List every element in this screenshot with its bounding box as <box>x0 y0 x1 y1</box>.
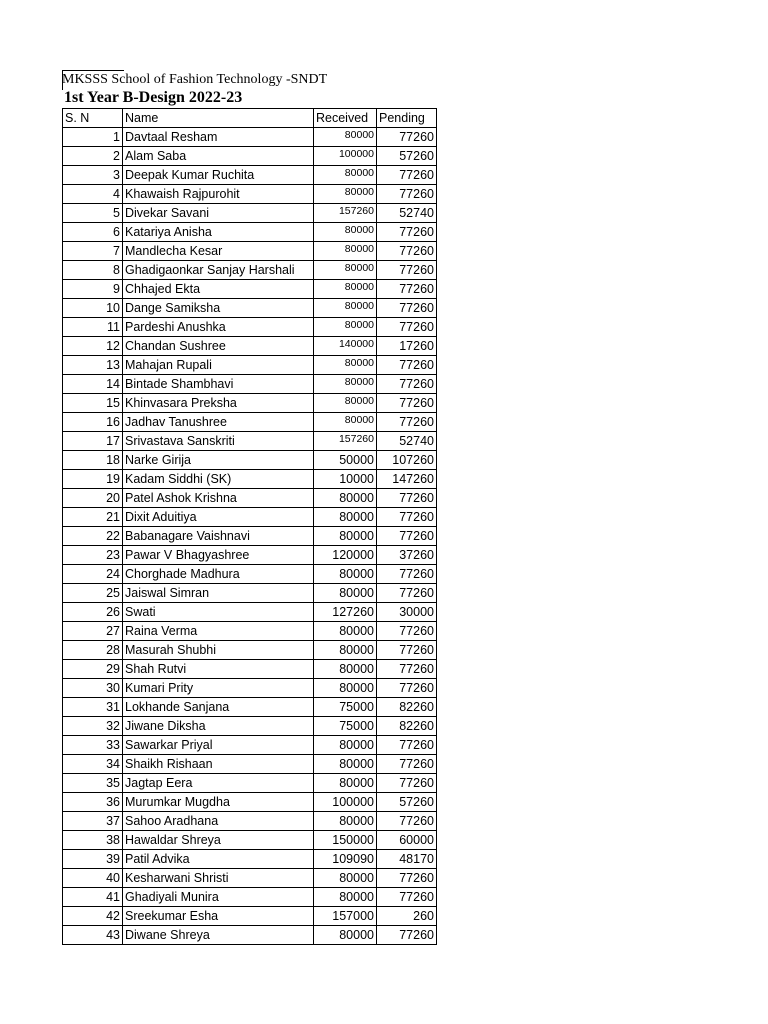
row-sn-cell: 18 <box>63 451 123 470</box>
row-received-cell: 80000 <box>314 641 377 660</box>
row-name-cell: Masurah Shubhi <box>123 641 314 660</box>
column-header-pending: Pending <box>377 109 437 128</box>
table-row <box>63 736 437 755</box>
table-row <box>63 508 437 527</box>
table-row <box>63 603 437 622</box>
row-pending-cell: 260 <box>377 907 437 926</box>
table-row <box>63 470 437 489</box>
row-sn-cell: 30 <box>63 679 123 698</box>
table-row <box>63 185 437 204</box>
row-sn-cell: 7 <box>63 242 123 261</box>
row-pending-cell: 77260 <box>377 223 437 242</box>
row-sn-cell: 40 <box>63 869 123 888</box>
row-pending-cell: 77260 <box>377 527 437 546</box>
row-name-cell: Chhajed Ekta <box>123 280 314 299</box>
table-row <box>63 717 437 736</box>
row-received-cell: 80000 <box>314 356 377 375</box>
row-name-cell: Raina Verma <box>123 622 314 641</box>
row-sn-cell: 15 <box>63 394 123 413</box>
row-name-cell: Patel Ashok Krishna <box>123 489 314 508</box>
table-row <box>63 755 437 774</box>
row-name-cell: Sawarkar Priyal <box>123 736 314 755</box>
row-name-cell: Jadhav Tanushree <box>123 413 314 432</box>
row-received-cell: 80000 <box>314 375 377 394</box>
row-received-cell: 80000 <box>314 527 377 546</box>
table-row <box>63 850 437 869</box>
table-row <box>63 337 437 356</box>
row-sn-cell: 26 <box>63 603 123 622</box>
table-row <box>63 869 437 888</box>
row-name-cell: Kesharwani Shristi <box>123 869 314 888</box>
row-name-cell: Divekar Savani <box>123 204 314 223</box>
row-sn-cell: 9 <box>63 280 123 299</box>
row-name-cell: Kumari Prity <box>123 679 314 698</box>
row-pending-cell: 147260 <box>377 470 437 489</box>
row-pending-cell: 82260 <box>377 698 437 717</box>
row-pending-cell: 17260 <box>377 337 437 356</box>
row-received-cell: 10000 <box>314 470 377 489</box>
row-pending-cell: 77260 <box>377 318 437 337</box>
table-row <box>63 223 437 242</box>
row-pending-cell: 37260 <box>377 546 437 565</box>
row-sn-cell: 8 <box>63 261 123 280</box>
row-pending-cell: 77260 <box>377 185 437 204</box>
row-name-cell: Pardeshi Anushka <box>123 318 314 337</box>
row-name-cell: Bintade Shambhavi <box>123 375 314 394</box>
row-sn-cell: 43 <box>63 926 123 945</box>
table-row <box>63 812 437 831</box>
row-sn-cell: 22 <box>63 527 123 546</box>
row-received-cell: 109090 <box>314 850 377 869</box>
row-pending-cell: 77260 <box>377 565 437 584</box>
row-pending-cell: 77260 <box>377 375 437 394</box>
table-row <box>63 413 437 432</box>
row-sn-cell: 38 <box>63 831 123 850</box>
row-sn-cell: 35 <box>63 774 123 793</box>
row-name-cell: Deepak Kumar Ruchita <box>123 166 314 185</box>
row-received-cell: 157260 <box>314 432 377 451</box>
row-sn-cell: 11 <box>63 318 123 337</box>
row-name-cell: Ghadigaonkar Sanjay Harshali <box>123 261 314 280</box>
table-header-row <box>63 109 437 128</box>
school-title: MKSSS School of Fashion Technology -SNDT <box>62 72 328 87</box>
row-pending-cell: 77260 <box>377 869 437 888</box>
row-pending-cell: 77260 <box>377 356 437 375</box>
table-row <box>63 394 437 413</box>
table-row <box>63 261 437 280</box>
row-sn-cell: 23 <box>63 546 123 565</box>
row-pending-cell: 77260 <box>377 299 437 318</box>
row-pending-cell: 77260 <box>377 755 437 774</box>
row-pending-cell: 77260 <box>377 660 437 679</box>
row-pending-cell: 77260 <box>377 926 437 945</box>
row-name-cell: Dixit Aduitiya <box>123 508 314 527</box>
row-name-cell: Srivastava Sanskriti <box>123 432 314 451</box>
table-row <box>63 622 437 641</box>
row-pending-cell: 77260 <box>377 413 437 432</box>
row-pending-cell: 48170 <box>377 850 437 869</box>
row-received-cell: 80000 <box>314 888 377 907</box>
row-name-cell: Dange Samiksha <box>123 299 314 318</box>
row-received-cell: 120000 <box>314 546 377 565</box>
row-pending-cell: 77260 <box>377 888 437 907</box>
table-row <box>63 831 437 850</box>
row-received-cell: 80000 <box>314 755 377 774</box>
row-name-cell: Diwane Shreya <box>123 926 314 945</box>
row-received-cell: 80000 <box>314 413 377 432</box>
row-received-cell: 50000 <box>314 451 377 470</box>
row-pending-cell: 77260 <box>377 679 437 698</box>
fee-table <box>62 108 437 945</box>
row-received-cell: 150000 <box>314 831 377 850</box>
row-received-cell: 80000 <box>314 489 377 508</box>
row-pending-cell: 77260 <box>377 508 437 527</box>
row-name-cell: Shah Rutvi <box>123 660 314 679</box>
course-title: 1st Year B-Design 2022-23 <box>64 89 243 106</box>
row-name-cell: Jiwane Diksha <box>123 717 314 736</box>
row-pending-cell: 77260 <box>377 584 437 603</box>
row-received-cell: 80000 <box>314 660 377 679</box>
row-received-cell: 80000 <box>314 166 377 185</box>
table-row <box>63 318 437 337</box>
row-received-cell: 80000 <box>314 280 377 299</box>
table-row <box>63 907 437 926</box>
row-pending-cell: 82260 <box>377 717 437 736</box>
row-received-cell: 75000 <box>314 717 377 736</box>
table-row <box>63 299 437 318</box>
row-sn-cell: 36 <box>63 793 123 812</box>
row-pending-cell: 77260 <box>377 641 437 660</box>
row-pending-cell: 107260 <box>377 451 437 470</box>
table-row <box>63 641 437 660</box>
row-pending-cell: 57260 <box>377 147 437 166</box>
row-received-cell: 80000 <box>314 128 377 147</box>
row-sn-cell: 1 <box>63 128 123 147</box>
row-received-cell: 100000 <box>314 147 377 166</box>
row-pending-cell: 60000 <box>377 831 437 850</box>
row-name-cell: Khinvasara Preksha <box>123 394 314 413</box>
row-sn-cell: 31 <box>63 698 123 717</box>
row-sn-cell: 21 <box>63 508 123 527</box>
column-header-received: Received <box>314 109 377 128</box>
row-received-cell: 80000 <box>314 584 377 603</box>
row-pending-cell: 77260 <box>377 622 437 641</box>
row-sn-cell: 24 <box>63 565 123 584</box>
row-sn-cell: 13 <box>63 356 123 375</box>
row-received-cell: 80000 <box>314 622 377 641</box>
row-name-cell: Chorghade Madhura <box>123 565 314 584</box>
row-sn-cell: 2 <box>63 147 123 166</box>
row-sn-cell: 29 <box>63 660 123 679</box>
row-name-cell: Alam Saba <box>123 147 314 166</box>
table-row <box>63 280 437 299</box>
row-sn-cell: 5 <box>63 204 123 223</box>
row-sn-cell: 17 <box>63 432 123 451</box>
table-row <box>63 926 437 945</box>
row-sn-cell: 27 <box>63 622 123 641</box>
table-row <box>63 546 437 565</box>
row-pending-cell: 77260 <box>377 128 437 147</box>
row-received-cell: 80000 <box>314 299 377 318</box>
row-name-cell: Swati <box>123 603 314 622</box>
table-row <box>63 356 437 375</box>
table-row <box>63 451 437 470</box>
row-sn-cell: 12 <box>63 337 123 356</box>
row-received-cell: 80000 <box>314 242 377 261</box>
row-received-cell: 75000 <box>314 698 377 717</box>
row-received-cell: 80000 <box>314 869 377 888</box>
row-received-cell: 80000 <box>314 926 377 945</box>
row-pending-cell: 77260 <box>377 280 437 299</box>
row-pending-cell: 52740 <box>377 204 437 223</box>
row-received-cell: 80000 <box>314 812 377 831</box>
row-received-cell: 80000 <box>314 736 377 755</box>
table-row <box>63 242 437 261</box>
table-row <box>63 527 437 546</box>
row-name-cell: Mandlecha Kesar <box>123 242 314 261</box>
row-pending-cell: 77260 <box>377 774 437 793</box>
row-sn-cell: 14 <box>63 375 123 394</box>
row-name-cell: Davtaal Resham <box>123 128 314 147</box>
column-header-name: Name <box>123 109 314 128</box>
row-name-cell: Kadam Siddhi (SK) <box>123 470 314 489</box>
row-pending-cell: 52740 <box>377 432 437 451</box>
row-received-cell: 80000 <box>314 774 377 793</box>
row-pending-cell: 57260 <box>377 793 437 812</box>
table-row <box>63 147 437 166</box>
table-row <box>63 375 437 394</box>
row-received-cell: 100000 <box>314 793 377 812</box>
row-received-cell: 80000 <box>314 565 377 584</box>
table-row <box>63 888 437 907</box>
row-received-cell: 80000 <box>314 318 377 337</box>
row-received-cell: 80000 <box>314 508 377 527</box>
row-sn-cell: 10 <box>63 299 123 318</box>
row-pending-cell: 77260 <box>377 394 437 413</box>
row-sn-cell: 3 <box>63 166 123 185</box>
row-name-cell: Patil Advika <box>123 850 314 869</box>
row-name-cell: Khawaish Rajpurohit <box>123 185 314 204</box>
row-received-cell: 80000 <box>314 394 377 413</box>
row-sn-cell: 16 <box>63 413 123 432</box>
table-row <box>63 489 437 508</box>
row-sn-cell: 28 <box>63 641 123 660</box>
row-sn-cell: 32 <box>63 717 123 736</box>
row-name-cell: Babanagare Vaishnavi <box>123 527 314 546</box>
table-body <box>63 128 437 945</box>
row-name-cell: Murumkar Mugdha <box>123 793 314 812</box>
row-sn-cell: 19 <box>63 470 123 489</box>
row-name-cell: Jaiswal Simran <box>123 584 314 603</box>
row-name-cell: Shaikh Rishaan <box>123 755 314 774</box>
row-name-cell: Narke Girija <box>123 451 314 470</box>
row-name-cell: Katariya Anisha <box>123 223 314 242</box>
table-row <box>63 166 437 185</box>
table-row <box>63 660 437 679</box>
row-received-cell: 80000 <box>314 223 377 242</box>
row-name-cell: Lokhande Sanjana <box>123 698 314 717</box>
row-name-cell: Pawar V Bhagyashree <box>123 546 314 565</box>
row-name-cell: Ghadiyali Munira <box>123 888 314 907</box>
row-sn-cell: 20 <box>63 489 123 508</box>
row-pending-cell: 77260 <box>377 489 437 508</box>
row-pending-cell: 77260 <box>377 242 437 261</box>
row-sn-cell: 42 <box>63 907 123 926</box>
row-name-cell: Jagtap Eera <box>123 774 314 793</box>
row-sn-cell: 33 <box>63 736 123 755</box>
row-pending-cell: 77260 <box>377 166 437 185</box>
row-received-cell: 157000 <box>314 907 377 926</box>
row-pending-cell: 77260 <box>377 812 437 831</box>
row-sn-cell: 6 <box>63 223 123 242</box>
row-sn-cell: 41 <box>63 888 123 907</box>
row-sn-cell: 34 <box>63 755 123 774</box>
row-name-cell: Sahoo Aradhana <box>123 812 314 831</box>
row-name-cell: Hawaldar Shreya <box>123 831 314 850</box>
row-received-cell: 80000 <box>314 261 377 280</box>
table-row <box>63 432 437 451</box>
row-sn-cell: 25 <box>63 584 123 603</box>
row-received-cell: 140000 <box>314 337 377 356</box>
row-sn-cell: 39 <box>63 850 123 869</box>
row-name-cell: Sreekumar Esha <box>123 907 314 926</box>
row-sn-cell: 37 <box>63 812 123 831</box>
row-pending-cell: 77260 <box>377 736 437 755</box>
row-name-cell: Chandan Sushree <box>123 337 314 356</box>
table-row <box>63 793 437 812</box>
row-pending-cell: 77260 <box>377 261 437 280</box>
table-row <box>63 565 437 584</box>
row-received-cell: 80000 <box>314 185 377 204</box>
table-row <box>63 774 437 793</box>
row-pending-cell: 30000 <box>377 603 437 622</box>
row-received-cell: 157260 <box>314 204 377 223</box>
table-row <box>63 128 437 147</box>
table-row <box>63 584 437 603</box>
row-received-cell: 127260 <box>314 603 377 622</box>
table-row <box>63 204 437 223</box>
column-header-sn: S. N <box>63 109 123 128</box>
table-row <box>63 679 437 698</box>
row-received-cell: 80000 <box>314 679 377 698</box>
row-sn-cell: 4 <box>63 185 123 204</box>
table-row <box>63 698 437 717</box>
row-name-cell: Mahajan Rupali <box>123 356 314 375</box>
